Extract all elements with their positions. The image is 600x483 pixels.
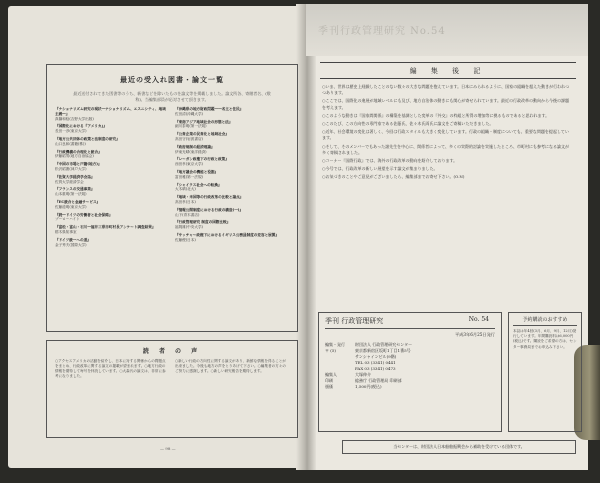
received-books-list [46, 64, 298, 332]
colophon-key: 編集人 [325, 372, 337, 377]
book-list-item [55, 187, 169, 197]
afterword-paragraph: ○そして、そのメンバーでもあった諸先生を中心に、関係者によって、多くの実際的討論を実施したところ、市町村にも参考になる論文が多く寄稿されました。 [322, 143, 570, 155]
colophon-value: FAX 03 (3341) 0473 [355, 366, 396, 371]
book-meta: 山本重明(第一法規) [55, 192, 87, 197]
afterword-paragraph: ○ここでは、国際化の進展が地域レベルにも及び、地方自治体の動きにも関心が寄せられています。最近の行政改革の動向から今後の課題を考えます。 [322, 98, 570, 110]
book-meta: 富田雅(第一法規) [175, 174, 203, 179]
list-title: 最近の受入れ図書・論文一覧 [120, 75, 224, 84]
book-title: 『地方議会の機能と役割』 [175, 169, 219, 174]
book-list-item [175, 107, 289, 117]
book-list-item [175, 183, 289, 193]
book-list-item [175, 208, 289, 218]
title-rule-top [320, 62, 576, 63]
title-rule-bottom [320, 78, 576, 79]
book-meta: 佐藤俊(日本) [175, 237, 196, 242]
page-number: — 98 — [160, 446, 176, 451]
book-title: 『ドイツ統一への道』 [55, 237, 91, 242]
book-meta: 山下(青木書店) [175, 212, 200, 217]
book-title: 『行政管理研究 制度の国際比較』 [175, 220, 231, 225]
book-meta: ブーローハイト [55, 217, 80, 222]
book-title: 『佐賀大学経済学会誌』 [55, 174, 95, 179]
book-title: 『情報公開制度における行政の構造(一)』 [175, 207, 244, 212]
book-list-item [55, 107, 169, 121]
colophon-value: サンシャインビル(9階) [355, 354, 397, 359]
afterword-paragraph: ○このたび、この方向性の専門家である佐藤氏、佐々木氏両氏に論文をご寄稿いただきました。 [322, 121, 494, 127]
afterword-paragraph: ○近年、社会環境の変化は著しく、今回は行政スタイルも大きく変化しています。行政の組織・制度についても、重要な問題を提起しています。 [322, 129, 569, 141]
book-list-item [55, 238, 169, 248]
book-title: 『フランスの交通事業』 [55, 187, 95, 192]
book-title: 『サッチャー政権下におけるイギリス公務員制度の変容と展開』 [175, 232, 279, 237]
colophon-rows [325, 342, 495, 390]
book-meta: 西田孝(東京大学) [175, 162, 203, 167]
colophon-value: TEL 03 (3341) 0441 [355, 360, 396, 365]
book-list-item [175, 220, 289, 230]
afterword-paragraph: ○今号では、行政改革の新しい展望を示す論文が集まりました。 [322, 166, 438, 172]
colophon-key: 印刷 [325, 378, 333, 383]
footer-note: 当センターは、財団法人日本船舶振興会から補助を受けている団体です。 [342, 440, 576, 454]
book-list-item [55, 200, 169, 210]
colophon-rule [325, 328, 495, 329]
book-list-item [175, 145, 289, 155]
book-meta: 伊藤昭男(地方自治協会) [55, 154, 94, 159]
ghost-header: 季刊行政管理研究 No.54 [318, 26, 446, 37]
book-meta: 佐田清(沖縄大学) [175, 111, 203, 116]
colophon-value: 大塚伸介 [355, 372, 371, 377]
book-list-item [55, 124, 169, 134]
book-list-item [175, 170, 289, 180]
subscription-box [508, 312, 582, 432]
list-column-1 [55, 107, 169, 250]
book-meta: 細川泰明(第一法規) [175, 124, 207, 129]
colophon-value: 東京都新宿区坂町1丁目1番5号 [355, 348, 411, 353]
list-note: 最近送付されてきた図書等のうち、新書などを除いたものを論文等を掲載しました。論文所各、寄贈者名、(敬称)、当編集部員が応対させて頂きます。 [73, 91, 271, 102]
colophon-value: 1,500円(税込) [355, 384, 382, 389]
book-meta: 大木晴(北大) [175, 187, 196, 192]
issue-number: No. 54 [468, 316, 489, 323]
book-title: 『ナショナリズム研究の現状―ナショナリズム、エスニシティ、地域主義―』 [55, 107, 166, 116]
issue-date: 平成3年6月25日発行 [455, 332, 495, 337]
book-spine [296, 4, 316, 470]
book-list-item [55, 175, 169, 185]
readers-voice-box [46, 340, 298, 438]
book-title: 『続―ドイツの労働者と社会保障』 [55, 212, 113, 217]
book-meta: 山口良和(書籍(株)) [55, 141, 86, 146]
book-meta: 福岡雄(中央大学) [175, 225, 203, 230]
book-meta: 高田孝(日本) [175, 199, 196, 204]
book-title: 『レーガン政権下の行政と政策』 [175, 157, 229, 162]
colophon-value: 財団法人 行政管理研究センター [355, 342, 413, 347]
colophon-row [325, 384, 495, 390]
afterword-paragraph: ○いま、世界は歴史上経験したことのない数々の大きな問題を抱えています。日本にみられるように、国家の組織を超えた動きが行われつつあります。 [322, 84, 570, 96]
book-list-item [55, 137, 169, 147]
book-meta: 真鍋和稔(吉野大学出版) [55, 116, 94, 121]
book-meta: 高田守(岩波書店) [175, 136, 203, 141]
book-title: 『地域・米国等の行政改革の比較と論点』 [175, 195, 244, 200]
book-title: 『地方公共団体の政策と法制度の研究』 [55, 136, 120, 141]
book-meta: 長田一彦(東京大学) [55, 129, 87, 134]
book-title: 『シャイクス社会への転換』 [175, 182, 222, 187]
afterword-paragraph: ○お気づきのことやご意見がございましたら、編集部までお寄せ下さい。(O.N) [322, 174, 465, 180]
book-list-item [175, 157, 289, 167]
book-meta: 金子秀夫(国際大学) [55, 242, 87, 247]
book-meta: 佐賀大学経済学会 [55, 179, 84, 184]
book-title: 『行政機構の合理化と統合』 [55, 149, 102, 154]
afterword-paragraph: ○コーナー『国際行政』では、海外の行政改革の動向を紹介しております。 [322, 158, 458, 164]
book-title: 『公営企業の民営化と地域社会』 [175, 132, 229, 137]
book-meta: 伊東光晴(東洋経済) [175, 149, 207, 154]
book-list-item [55, 162, 169, 172]
afterword-body [322, 84, 572, 183]
book-list-item [175, 132, 289, 142]
voice-column-2: ○新しい行政の方向性に関する論文があり、新鮮な情報を得ることが出来ました。今後も地方の声をとりあげて下さい。○編集者の方々のご努力に感謝します。○新しい研究報告を期待します。 [175, 359, 286, 373]
list-column-2 [175, 107, 289, 250]
book-title: 『政府規制の経済理論』 [175, 144, 215, 149]
colophon-key: 編集・発行 [325, 342, 345, 347]
book-list-item [175, 233, 289, 243]
book-list-item [175, 120, 289, 130]
voice-title: 読 者 の 声 [142, 348, 202, 355]
book-meta: 栃木県知事室 [55, 229, 77, 234]
book-list-item [55, 213, 169, 223]
book-list-item [55, 150, 169, 160]
book-title: 『EC統合と金融サービス』 [55, 199, 101, 204]
book-list-item [55, 225, 169, 235]
book-title: 『中国の市場と戸籍(地方)』 [55, 162, 102, 167]
afterword-title: 編 集 後 記 [409, 67, 487, 75]
subscription-title: 予約購読のおすすめ [513, 316, 577, 326]
afterword-paragraph: ○このような動きは『国家間関係』の構築を基調とした変革の『外交』の枠組と所得の増加等に拠るものであると思われます。 [322, 112, 550, 118]
book-meta: 松沢昭憲(神戸大学) [55, 166, 87, 171]
magazine-title: 季刊 行政管理研究 [325, 317, 384, 325]
colophon-box [318, 312, 502, 432]
colophon-value: 総務庁 行政管理局 印刷部 [355, 378, 402, 383]
colophon-key: 頒価 [325, 384, 333, 389]
book-list-item [175, 195, 289, 205]
book-title: 『東南アジア地域社会の形態と法』 [175, 119, 233, 124]
voice-column-1: ○アクセスアメリカの活動を紹介し、日本に対する関係からの問題点をまとめ、行政改革に関する論文の掲載が望まれます。○地方行政の情報を期待して毎号を拝読しています。○大森氏の論文は、非常に参考になりました。 [55, 359, 166, 378]
subscription-text: 本誌は年4回(3月、6月、9月、12月)発行しています。年間購読料は6,000円(税込)です。購読をご希望の方は、センター事務局までお申込み下さい。 [513, 329, 577, 349]
book-meta: 佐藤道明(東京大学) [55, 204, 87, 209]
book-title: 『沖縄県の地方財政問題――名主と住民』 [175, 107, 244, 111]
colophon-key: 〒 (5) [325, 348, 336, 353]
book-title: 『富松・富山・石川―福井三県市町村長アンケート調査結果』 [55, 225, 156, 230]
book-title: 『国際化における『アメリカ』』 [55, 124, 107, 129]
